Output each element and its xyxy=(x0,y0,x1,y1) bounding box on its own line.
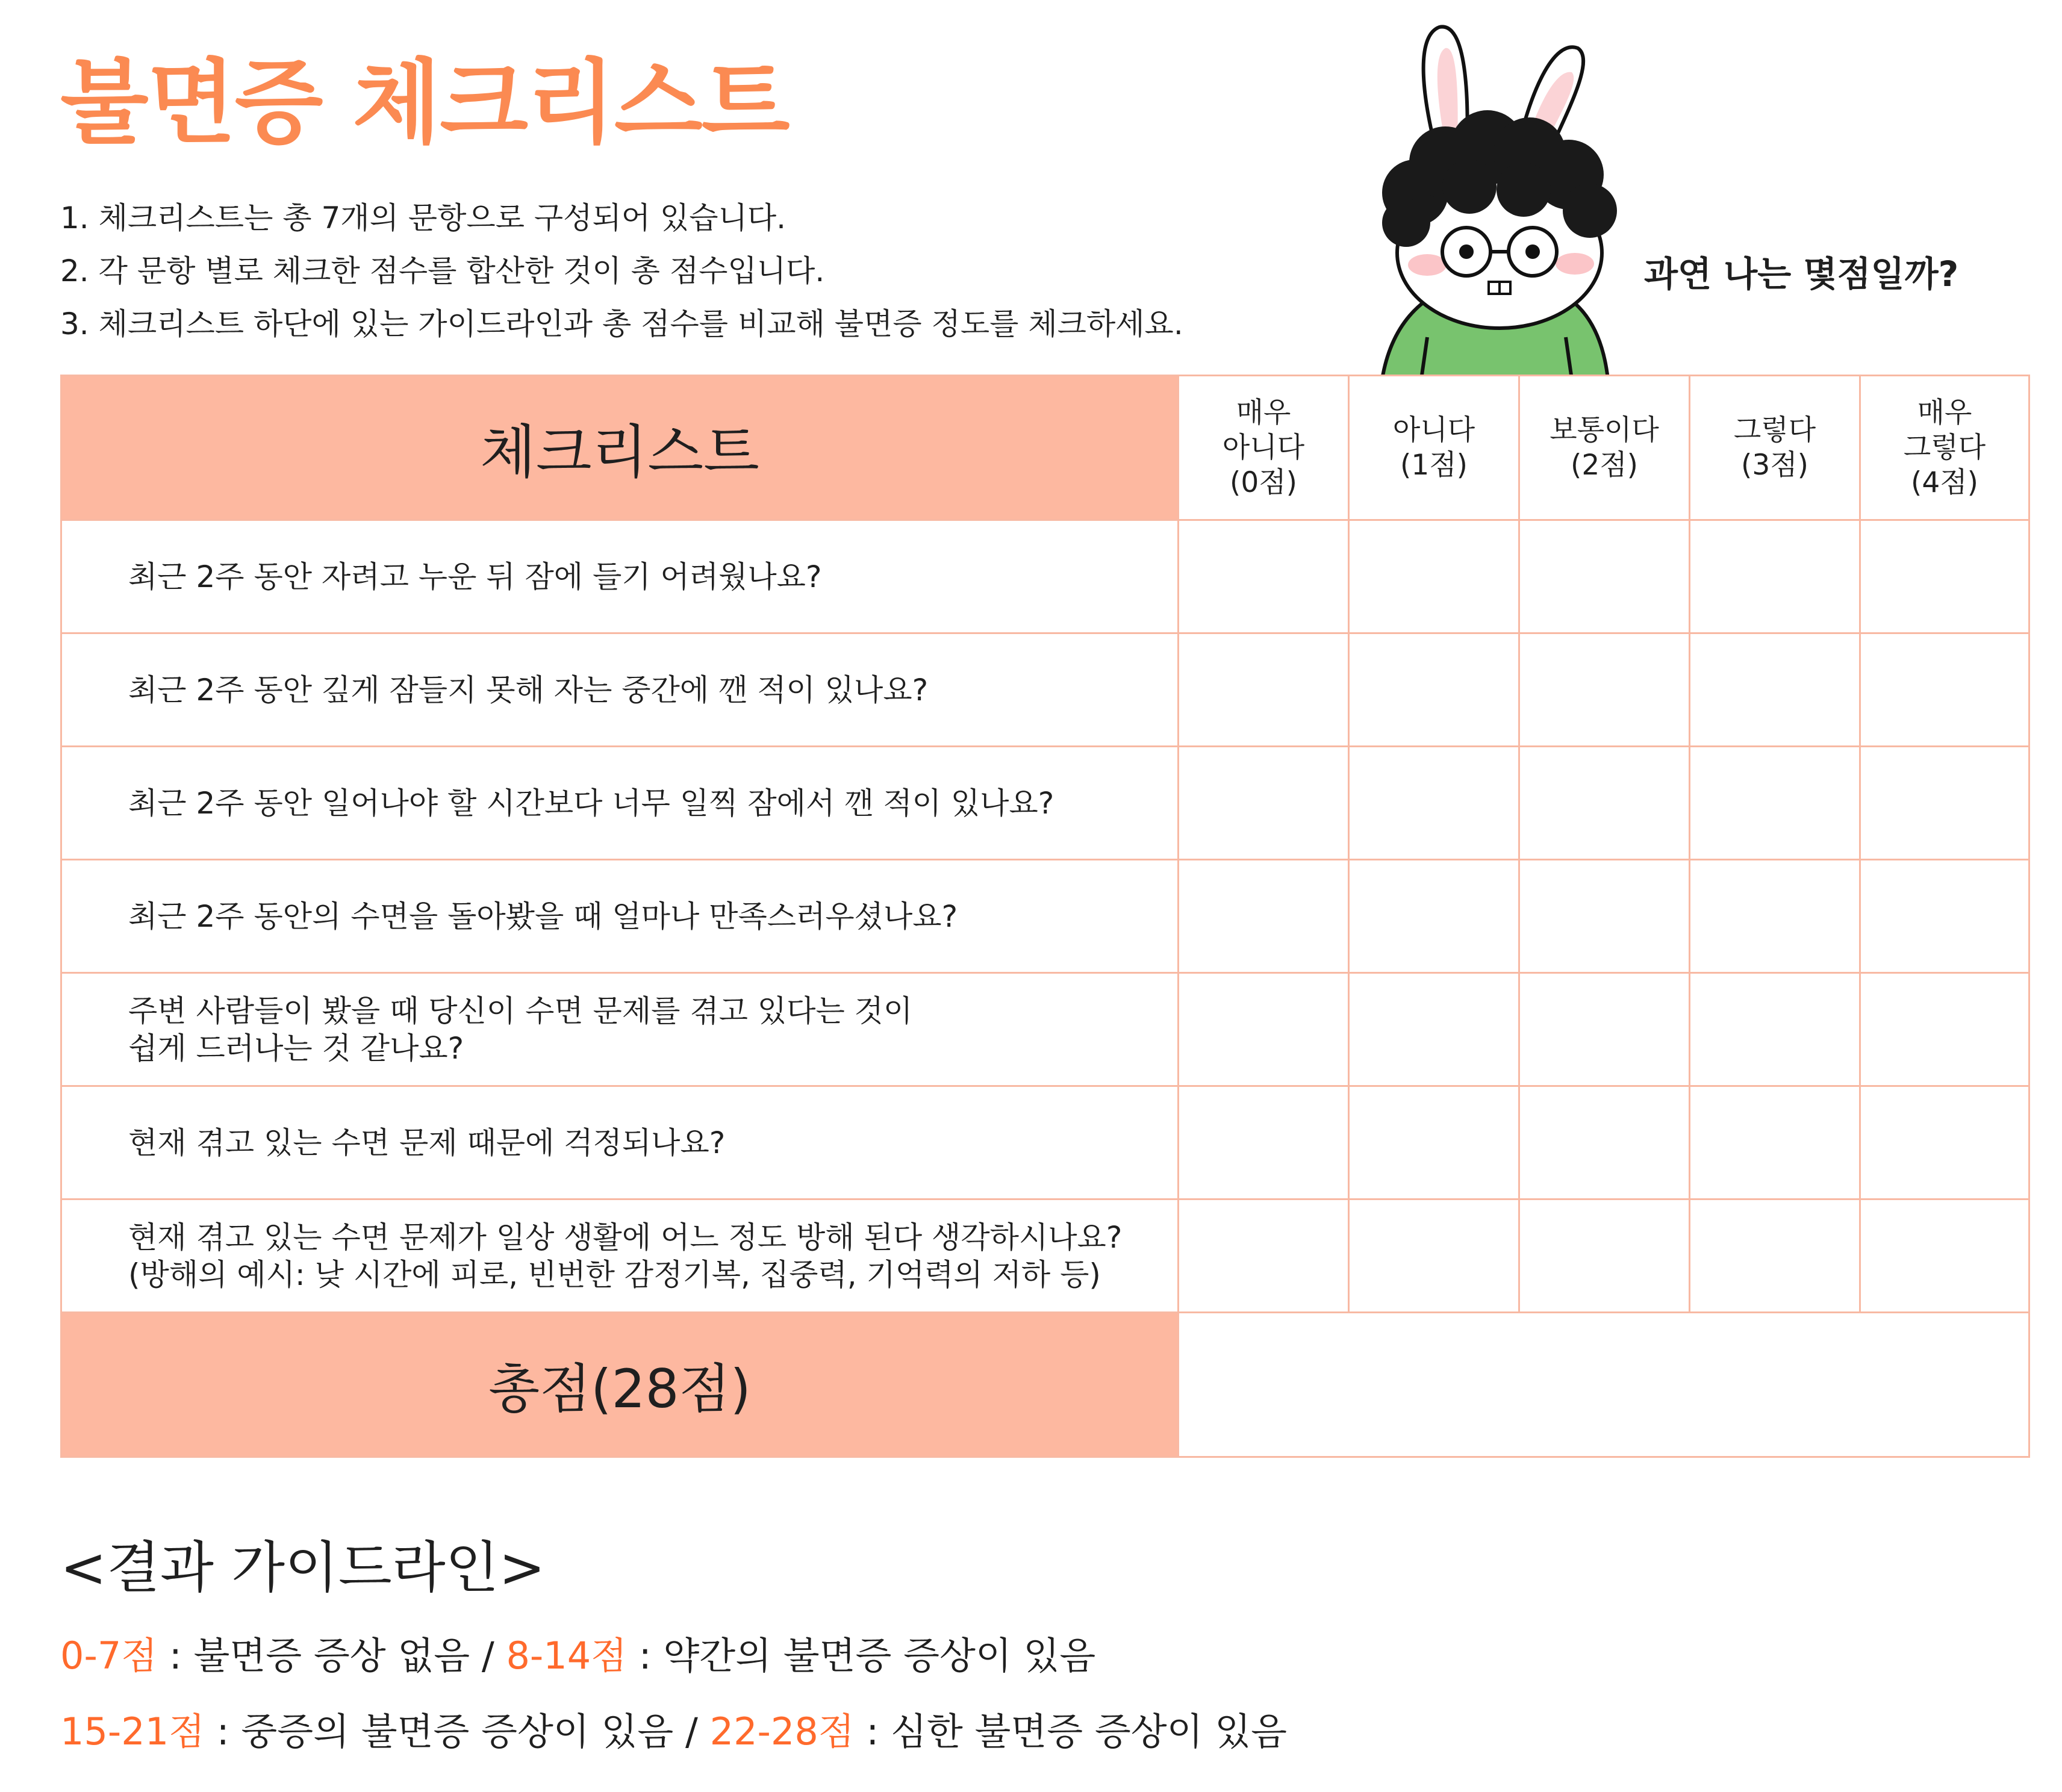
total-score-cell[interactable] xyxy=(1179,1313,2029,1457)
question-text xyxy=(61,973,1179,1086)
answer-cell-q4-3[interactable] xyxy=(1690,860,1860,973)
guideline-text: 불면증 증상 없음 xyxy=(193,1634,470,1678)
answer-cell-q5-3[interactable] xyxy=(1690,973,1860,1086)
checklist-table xyxy=(60,375,2030,1458)
question-row-4 xyxy=(61,860,2029,973)
answer-cell-q7-0[interactable] xyxy=(1179,1199,1349,1313)
answer-cell-q5-2[interactable] xyxy=(1519,973,1690,1086)
question-line: 주변 사람들이 봤을 때 당신이 수면 문제를 겪고 있다는 것이 xyxy=(128,993,913,1028)
option-header-line: 매우 xyxy=(1236,396,1291,429)
option-header-line: (3점) xyxy=(1741,448,1808,482)
answer-cell-q3-4[interactable] xyxy=(1860,747,2029,860)
guideline-separator: : xyxy=(205,1710,241,1753)
guideline-line-2 xyxy=(60,1702,1287,1755)
option-header-line: (2점) xyxy=(1571,448,1638,482)
guideline-title: <결과 가이드라인> xyxy=(60,1535,546,1600)
answer-cell-q4-2[interactable] xyxy=(1519,860,1690,973)
answer-cell-q4-4[interactable] xyxy=(1860,860,2029,973)
guideline-divider: / xyxy=(673,1710,710,1753)
total-label: 총점(28점) xyxy=(61,1313,1179,1457)
guideline-separator: : xyxy=(854,1710,891,1753)
instruction-1: 1. 체크리스트는 총 7개의 문항으로 구성되어 있습니다. xyxy=(60,201,786,235)
guideline-text: 중증의 불면증 증상이 있음 xyxy=(241,1710,674,1753)
answer-cell-q2-0[interactable] xyxy=(1179,633,1349,747)
answer-cell-q2-2[interactable] xyxy=(1519,633,1690,747)
guideline-text: 심한 불면증 증상이 있음 xyxy=(891,1710,1288,1753)
question-row-1 xyxy=(61,520,2029,633)
answer-cell-q6-4[interactable] xyxy=(1860,1086,2029,1199)
guideline-range: 22-28점 xyxy=(709,1710,855,1753)
answer-cell-q2-4[interactable] xyxy=(1860,633,2029,747)
question-text xyxy=(61,520,1179,633)
instruction-3: 3. 체크리스트 하단에 있는 가이드라인과 총 점수를 비교해 불면증 정도를 체크하세요. xyxy=(60,306,1183,341)
question-line: 현재 겪고 있는 수면 문제 때문에 걱정되나요? xyxy=(128,1125,726,1160)
total-row xyxy=(61,1313,2029,1457)
option-header-line: 그렇다 xyxy=(1903,431,1986,464)
question-line: 현재 겪고 있는 수면 문제가 일상 생활에 어느 정도 방해 된다 생각하시나요? xyxy=(128,1219,1123,1255)
header-row xyxy=(61,376,2029,520)
answer-cell-q7-1[interactable] xyxy=(1349,1199,1519,1313)
question-line: 최근 2주 동안의 수면을 돌아봤을 때 얼마나 만족스러우셨나요? xyxy=(128,898,958,934)
answer-cell-q5-1[interactable] xyxy=(1349,973,1519,1086)
guideline-range: 8-14점 xyxy=(506,1634,628,1678)
option-header-line: (4점) xyxy=(1911,465,1978,499)
option-header-line: 그렇다 xyxy=(1733,413,1816,447)
question-row-3 xyxy=(61,747,2029,860)
answer-cell-q7-2[interactable] xyxy=(1519,1199,1690,1313)
answer-cell-q7-4[interactable] xyxy=(1860,1199,2029,1313)
guideline-range: 15-21점 xyxy=(60,1710,205,1753)
answer-cell-q1-2[interactable] xyxy=(1519,520,1690,633)
guideline-separator: : xyxy=(627,1634,664,1678)
speech-text: 과연 나는 몇점일까? xyxy=(1644,254,1959,294)
question-text xyxy=(61,633,1179,747)
question-text xyxy=(61,1086,1179,1199)
answer-cell-q3-2[interactable] xyxy=(1519,747,1690,860)
answer-cell-q3-1[interactable] xyxy=(1349,747,1519,860)
option-header-2 xyxy=(1519,376,1690,520)
question-line: 최근 2주 동안 일어나야 할 시간보다 너무 일찍 잠에서 깬 적이 있나요? xyxy=(128,785,1054,821)
answer-cell-q1-4[interactable] xyxy=(1860,520,2029,633)
guideline-line-1 xyxy=(60,1626,1095,1679)
answer-cell-q4-1[interactable] xyxy=(1349,860,1519,973)
answer-cell-q6-1[interactable] xyxy=(1349,1086,1519,1199)
question-row-7 xyxy=(61,1199,2029,1313)
option-header-1 xyxy=(1349,376,1519,520)
answer-cell-q6-0[interactable] xyxy=(1179,1086,1349,1199)
question-line: 최근 2주 동안 깊게 잠들지 못해 자는 중간에 깬 적이 있나요? xyxy=(128,672,929,708)
answer-cell-q1-1[interactable] xyxy=(1349,520,1519,633)
answer-cell-q3-0[interactable] xyxy=(1179,747,1349,860)
question-text xyxy=(61,747,1179,860)
guideline-text: 약간의 불면증 증상이 있음 xyxy=(663,1634,1096,1678)
instructions xyxy=(60,191,1183,350)
checklist-header: 체크리스트 xyxy=(61,376,1179,520)
option-header-line: 아니다 xyxy=(1222,431,1305,464)
option-header-line: 아니다 xyxy=(1392,413,1475,447)
question-row-6 xyxy=(61,1086,2029,1199)
instruction-2: 2. 각 문항 별로 체크한 점수를 합산한 것이 총 점수입니다. xyxy=(60,254,825,288)
answer-cell-q7-3[interactable] xyxy=(1690,1199,1860,1313)
answer-cell-q5-0[interactable] xyxy=(1179,973,1349,1086)
answer-cell-q2-1[interactable] xyxy=(1349,633,1519,747)
answer-cell-q6-2[interactable] xyxy=(1519,1086,1690,1199)
answer-cell-q4-0[interactable] xyxy=(1179,860,1349,973)
answer-cell-q2-3[interactable] xyxy=(1690,633,1860,747)
answer-cell-q1-3[interactable] xyxy=(1690,520,1860,633)
question-line: (방해의 예시: 낮 시간에 피로, 빈번한 감정기복, 집중력, 기억력의 저하 등) xyxy=(128,1257,1101,1292)
question-row-2 xyxy=(61,633,2029,747)
page-title: 불면증 체크리스트 xyxy=(60,49,789,156)
question-text xyxy=(61,1199,1179,1313)
guideline-separator: : xyxy=(157,1634,194,1678)
answer-cell-q6-3[interactable] xyxy=(1690,1086,1860,1199)
bunny-mascot-illustration xyxy=(1349,12,1650,379)
answer-cell-q1-0[interactable] xyxy=(1179,520,1349,633)
option-header-0 xyxy=(1179,376,1349,520)
answer-cell-q5-4[interactable] xyxy=(1860,973,2029,1086)
answer-cell-q3-3[interactable] xyxy=(1690,747,1860,860)
option-header-4 xyxy=(1860,376,2029,520)
option-header-line: (0점) xyxy=(1230,465,1297,499)
guideline-divider: / xyxy=(470,1634,506,1678)
option-header-line: 보통이다 xyxy=(1550,413,1659,447)
option-header-3 xyxy=(1690,376,1860,520)
guideline-range: 0-7점 xyxy=(60,1634,158,1678)
question-text xyxy=(61,860,1179,973)
question-line: 쉽게 드러나는 것 같나요? xyxy=(128,1030,464,1066)
question-row-5 xyxy=(61,973,2029,1086)
option-header-line: (1점) xyxy=(1400,448,1468,482)
option-header-line: 매우 xyxy=(1917,396,1972,429)
question-line: 최근 2주 동안 자려고 누운 뒤 잠에 들기 어려웠나요? xyxy=(128,559,822,594)
